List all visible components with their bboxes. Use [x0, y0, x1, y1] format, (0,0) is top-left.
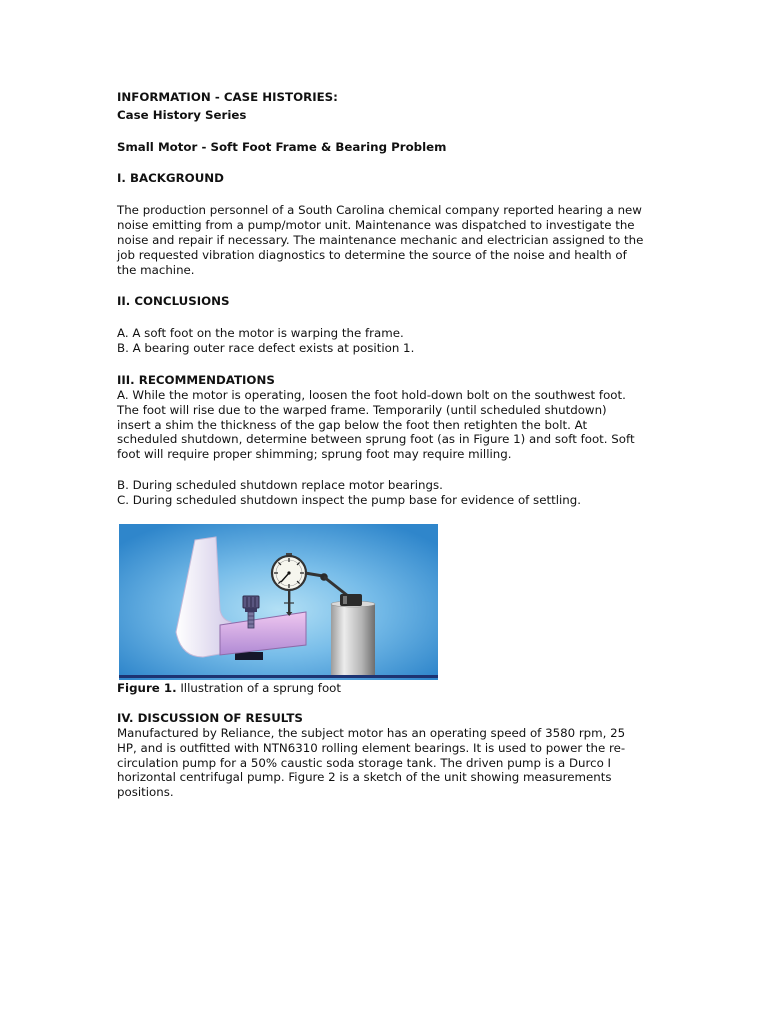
background-line: job requested vibration diagnostics to determine the source of the noise and health of	[117, 248, 627, 262]
discussion-line: HP, and is outfitted with NTN6310 rolling element bearings. It is used to power the re-	[117, 740, 626, 755]
recommendation-item: B. During scheduled shutdown replace motor bearings.	[117, 478, 443, 492]
floor-line	[119, 675, 438, 678]
discussion-line: horizontal centrifugal pump. Figure 2 is a sketch of the unit showing measurements	[117, 770, 612, 785]
discussion-heading: IV. DISCUSSION OF RESULTS	[117, 711, 303, 725]
info-heading: INFORMATION - CASE HISTORIES:	[117, 90, 338, 104]
recommendation-line: insert a shim the thickness of the gap below the foot then retighten the bolt. At	[117, 417, 588, 432]
figure-caption-text: Illustration of a sprung foot	[180, 681, 342, 695]
series-heading: Case History Series	[117, 108, 247, 122]
background-line: noise and repair if necessary. The maintenance mechanic and electrician assigned to the	[117, 233, 644, 247]
background-paragraph	[117, 203, 643, 278]
figure-label: Figure 1.	[117, 681, 177, 695]
recommendations-heading: III. RECOMMENDATIONS	[117, 373, 275, 387]
conclusion-item: A. A soft foot on the motor is warping the frame.	[117, 326, 404, 340]
recommendation-line: The foot will rise due to the warped frame. Temporarily (until scheduled shutdown)	[117, 402, 607, 417]
conclusions-list	[117, 326, 414, 356]
background-line: The production personnel of a South Carolina chemical company reported hearing a new	[117, 203, 642, 217]
figure-1-image	[119, 524, 438, 680]
recommendation-line: A. While the motor is operating, loosen the foot hold-down bolt on the southwest foot.	[117, 388, 626, 402]
figure-caption	[117, 681, 341, 696]
background-line: noise emitting from a pump/motor unit. Maintenance was dispatched to investigate the	[117, 218, 635, 232]
discussion-line: Manufactured by Reliance, the subject motor has an operating speed of 3580 rpm, 25	[117, 726, 626, 740]
recommendations-list	[117, 478, 581, 508]
recommendation-item: C. During scheduled shutdown inspect the pump base for evidence of settling.	[117, 493, 581, 507]
recommendation-line: foot will require proper shimming; sprung foot may require milling.	[117, 447, 512, 462]
magnetic-base-cylinder	[331, 594, 375, 675]
recommendation-line: scheduled shutdown, determine between sprung foot (as in Figure 1) and soft foot. Soft	[117, 432, 635, 447]
sky-background	[119, 524, 438, 680]
case-title: Small Motor - Soft Foot Frame & Bearing Problem	[117, 140, 447, 154]
conclusions-heading: II. CONCLUSIONS	[117, 294, 230, 308]
recommendation-a-paragraph	[117, 388, 635, 462]
background-line: the machine.	[117, 263, 195, 277]
sprung-foot-illustration	[119, 524, 438, 680]
discussion-line: circulation pump for a 50% caustic soda storage tank. The driven pump is a Durco I	[117, 755, 612, 770]
background-heading: I. BACKGROUND	[117, 171, 224, 185]
conclusion-item: B. A bearing outer race defect exists at position 1.	[117, 341, 415, 355]
discussion-line: positions.	[117, 785, 174, 800]
discussion-paragraph	[117, 726, 625, 800]
